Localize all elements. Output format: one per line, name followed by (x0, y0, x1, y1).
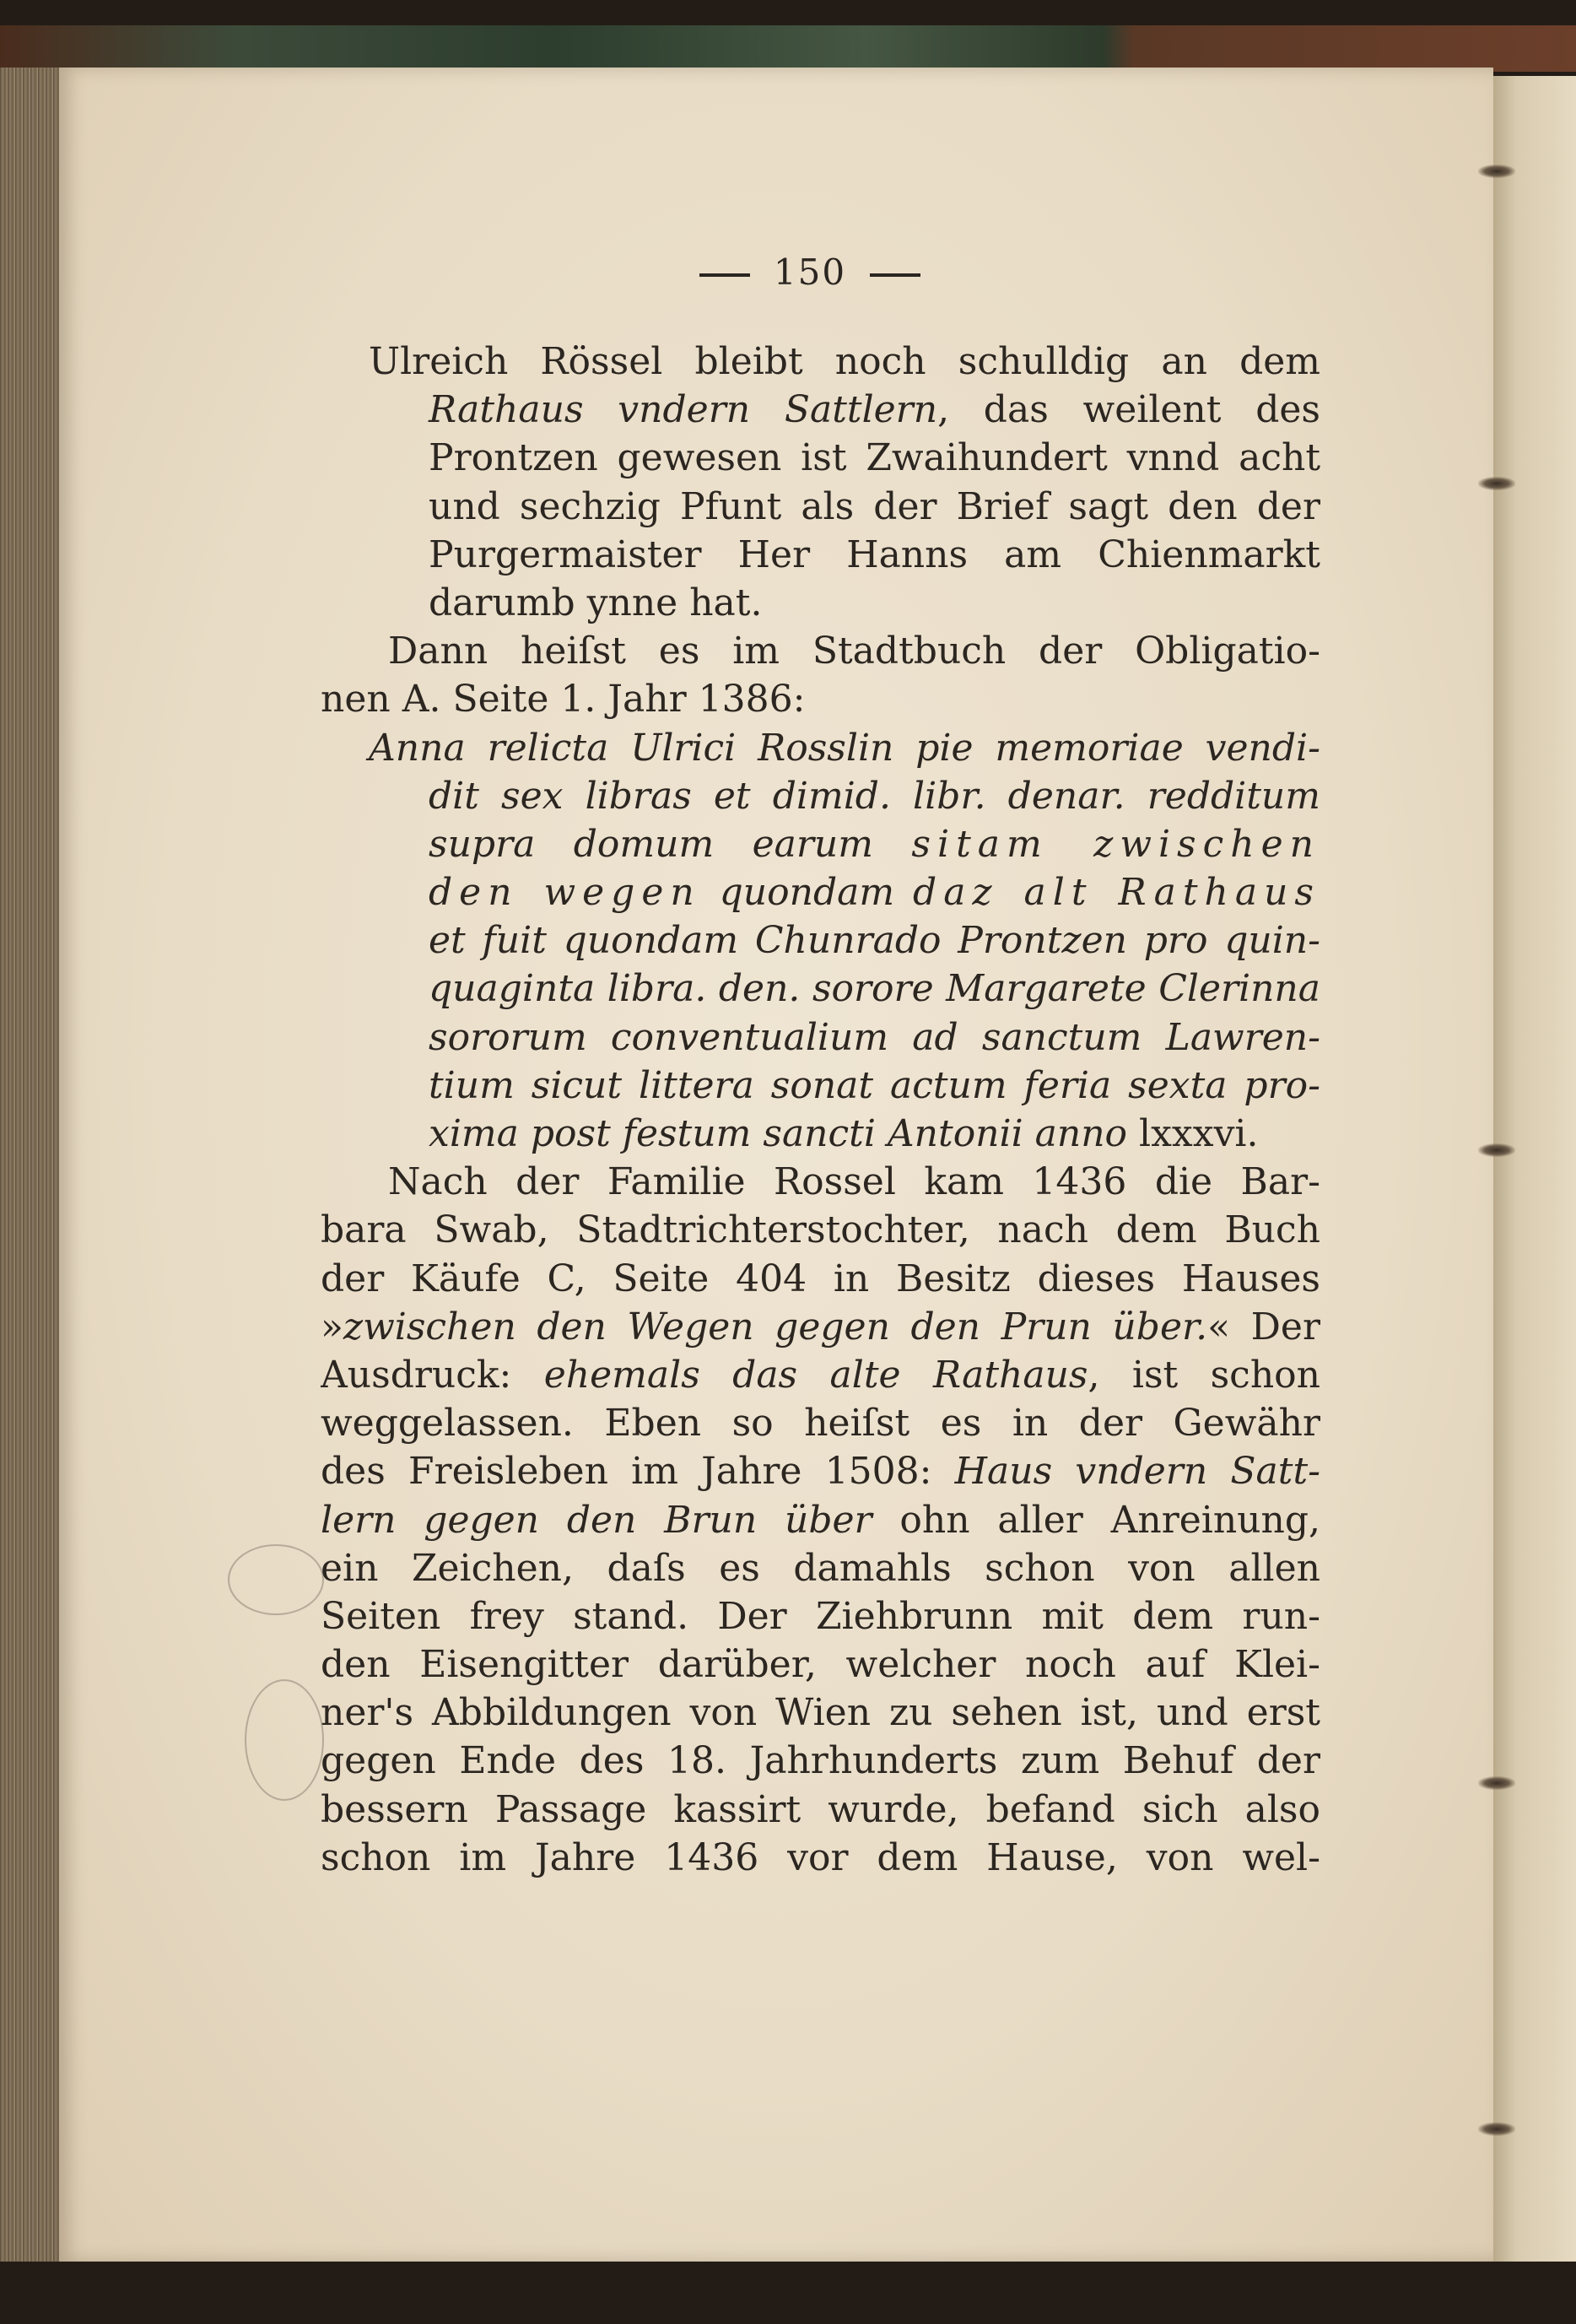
text-segment: » (321, 1305, 343, 1348)
text-line (321, 724, 1320, 772)
text-segment: bara Swab, Stadtrichterstochter, nach dem Buch (321, 1208, 1320, 1252)
text-line (321, 868, 1320, 916)
text-segment: tium sicut littera sonat actum feria sexta pro- (429, 1063, 1320, 1107)
text-line (321, 1592, 1320, 1640)
text-segment: der Käufe C, Seite 404 in Besitz dieses Hauses (321, 1257, 1320, 1300)
text-segment: ein Zeichen, daſs es damahls schon von allen (321, 1546, 1320, 1590)
text-line (321, 1158, 1320, 1206)
text-line (321, 1786, 1320, 1834)
text-line (321, 434, 1320, 482)
page-number-value: 150 (773, 251, 847, 293)
text-segment: den Eisengitter darüber, welcher noch auf Klei- (321, 1643, 1320, 1687)
text-line (321, 1303, 1320, 1351)
text-segment: Prontzen gewesen ist Zwaihundert vnnd acht (429, 436, 1320, 480)
text-segment: ohn aller Anreinung, (872, 1498, 1320, 1542)
text-segment: nen A. Seite 1. Jahr 1386: (321, 678, 806, 722)
text-line (321, 1834, 1320, 1882)
text-segment: den wegen (429, 871, 701, 915)
text-line (321, 1110, 1320, 1158)
text-segment: des Freisleben im Jahre 1508: (321, 1450, 955, 1494)
text-segment: Nach der Familie Rossel kam 1436 die Bar- (388, 1160, 1320, 1204)
binding-stitch (1478, 1776, 1515, 1790)
text-line (321, 675, 1320, 723)
text-segment: quaginta libra. den. sorore Margarete Clerinna (429, 967, 1320, 1011)
text-segment: darumb ynne hat. (429, 581, 763, 624)
text-segment: , das weilent des (937, 388, 1320, 432)
text-line (321, 1062, 1320, 1110)
text-segment: und sechzig Pfunt als der Brief sagt den der (429, 484, 1320, 528)
text-segment: Purgermaister Her Hanns am Chienmarkt (429, 532, 1320, 576)
text-segment: Haus vndern Satt- (954, 1450, 1320, 1494)
text-segment: daz alt Rathaus (913, 871, 1320, 915)
text-line (321, 1737, 1320, 1785)
binding-stitch (1478, 165, 1515, 178)
text-segment: weggelassen. Eben so heiſst es in der Gewähr (321, 1402, 1320, 1446)
text-segment: « Der (1207, 1305, 1320, 1348)
text-line (321, 820, 1320, 868)
text-segment: ehemals das alte Rathaus (543, 1353, 1088, 1397)
text-line (321, 386, 1320, 434)
text-segment: bessern Passage kassirt wurde, befand sich also (321, 1787, 1320, 1831)
text-segment: Ulreich Rössel bleibt noch schulldig an dem (369, 340, 1320, 383)
text-segment: et fuit quondam Chunrado Prontzen pro quin- (429, 919, 1320, 963)
text-segment: xima post festum sancti Antonii anno (429, 1112, 1140, 1155)
text-segment: schon im Jahre 1436 vor dem Hause, von wel- (321, 1835, 1320, 1879)
next-page-edge (1492, 76, 1576, 2262)
text-line (321, 1640, 1320, 1689)
text-segment: Ausdruck: (321, 1353, 544, 1397)
binding-stitch (1478, 477, 1515, 490)
text-segment: Anna relicta Ulrici Rosslin pie memoriae vendi- (369, 726, 1320, 770)
page-number-dash-left (699, 273, 750, 277)
text-line (321, 579, 1320, 627)
text-segment: Dann heiſst es im Stadtbuch der Obligatio- (388, 630, 1320, 673)
pencil-mark (245, 1679, 324, 1801)
text-segment: sororum conventualium ad sanctum Lawren- (429, 1015, 1320, 1059)
text-line (321, 1544, 1320, 1592)
text-segment: quondam (700, 871, 914, 915)
text-line (321, 627, 1320, 675)
text-segment: Rathaus vndern Sattlern (429, 388, 938, 432)
page-edges (0, 68, 67, 2262)
text-segment: lxxxvi. (1139, 1112, 1259, 1155)
page-number (658, 251, 962, 302)
text-line (321, 1399, 1320, 1447)
text-line (321, 1351, 1320, 1399)
text-segment: lern gegen den Brun über (321, 1498, 872, 1542)
text-segment: supra domum earum (429, 822, 912, 866)
text-line (321, 338, 1320, 386)
text-line (321, 531, 1320, 579)
text-line (321, 1496, 1320, 1544)
pencil-mark (228, 1544, 324, 1615)
text-line (321, 1013, 1320, 1062)
binding-stitch (1478, 1143, 1515, 1157)
text-line (321, 483, 1320, 531)
text-line (321, 1206, 1320, 1254)
text-line (321, 1255, 1320, 1303)
text-segment: , ist schon (1088, 1353, 1320, 1397)
text-line (321, 916, 1320, 965)
text-segment: dit sex libras et dimid. libr. denar. redditum (429, 774, 1320, 818)
book-cover-top (0, 25, 1576, 72)
text-segment: sitam zwischen (911, 822, 1320, 866)
binding-stitch (1478, 2122, 1515, 2136)
text-line (321, 1447, 1320, 1495)
page-number-dash-right (870, 273, 920, 277)
text-segment: gegen Ende des 18. Jahrhunderts zum Behuf der (321, 1739, 1320, 1783)
body-text (321, 338, 1320, 1882)
text-line (321, 1689, 1320, 1737)
text-segment: zwischen den Wegen gegen den Prun über. (343, 1305, 1208, 1348)
text-segment: ner's Abbildungen von Wien zu sehen ist, und erst (321, 1691, 1320, 1735)
text-line (321, 965, 1320, 1013)
text-line (321, 772, 1320, 820)
text-segment: Seiten frey stand. Der Ziehbrunn mit dem run- (321, 1594, 1320, 1638)
